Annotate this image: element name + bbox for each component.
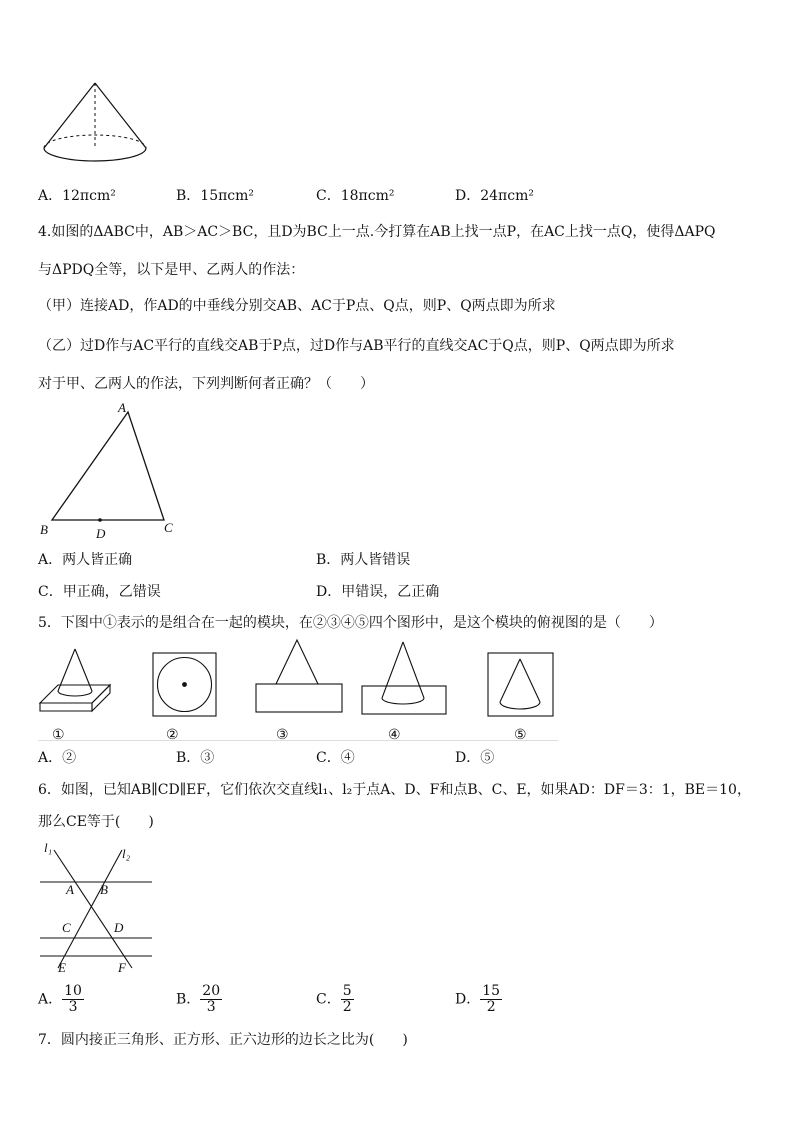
q6-stem-line2: 那么CE等于( )	[38, 814, 154, 830]
label-l1: l₁	[44, 840, 53, 855]
label-f: F	[118, 960, 126, 975]
q5-option-c: C．④	[316, 750, 355, 766]
side-view-cone-rect	[360, 640, 448, 716]
q4-option-a: A．两人皆正确	[38, 552, 133, 568]
label-b: B	[100, 882, 108, 897]
fig-label-3: ③	[276, 727, 289, 743]
label-c: C	[62, 920, 71, 935]
q5-stem: 5．下图中①表示的是组合在一起的模块，在②③④⑤四个图形中，是这个模块的俯视图的是（ ）	[38, 615, 663, 631]
label-l2: l₂	[122, 846, 131, 861]
q4-option-c: C．甲正确，乙错误	[38, 584, 161, 600]
q4-stem-line2: 与ΔPDQ全等，以下是甲、乙两人的作法：	[38, 262, 305, 278]
label-d: D	[114, 920, 124, 935]
cone-figure	[38, 78, 153, 168]
q5-option-a: A．②	[38, 750, 77, 766]
q6-option-d: D． $\frac{15}{2}$	[455, 983, 501, 1015]
fig-label-1: ①	[52, 727, 65, 743]
label-a: A	[118, 400, 126, 415]
q4-method-a: （甲）连接AD，作AD的中垂线分别交AB、AC于P点、Q点，则P、Q两点即为所求	[38, 298, 556, 314]
q6-option-a: A． $\frac{10}{3}$	[38, 983, 82, 1015]
label-c: C	[164, 520, 173, 535]
q5-option-b: B．③	[176, 750, 215, 766]
module-3d-figure	[38, 645, 120, 717]
fig-label-5: ⑤	[514, 727, 527, 743]
q6-option-c: C． $\frac{5}{2}$	[316, 983, 352, 1015]
fig-label-2: ②	[166, 727, 179, 743]
q4-question: 对于甲、乙两人的作法，下列判断何者正确？（ ）	[38, 376, 374, 392]
q4-option-b: B．两人皆错误	[316, 552, 411, 568]
q5-option-d: D．⑤	[455, 750, 495, 766]
front-view-triangle-rect	[254, 638, 344, 716]
q4-option-d: D．甲错误，乙正确	[316, 584, 440, 600]
q4-stem-line1: 4.如图的ΔABC中，AB＞AC＞BC，且D为BC上一点.今打算在AB上找一点P，在AC上找一点Q，使得ΔAPQ	[38, 224, 716, 240]
label-b: B	[40, 522, 48, 537]
q6-stem-line1: 6．如图，已知AB∥CD∥EF，它们依次交直线l₁、l₂于点A、D、F和点B、C、E，如果AD：DF＝3：1，BE＝10，	[38, 782, 751, 798]
parallel-lines-figure	[38, 840, 158, 976]
q3-option-d: D．24πcm²	[455, 188, 534, 204]
q3-option-a: A．12πcm²	[38, 188, 116, 204]
q4-method-b: （乙）过D作与AC平行的直线交AB于P点，过D作与AB平行的直线交AC于Q点，则P、Q两点即为所求	[38, 338, 675, 354]
fig-label-4: ④	[388, 727, 401, 743]
label-e: E	[58, 960, 66, 975]
q6-option-b: B． $\frac{20}{3}$	[176, 983, 221, 1015]
top-view-circle-dot	[152, 652, 218, 718]
q3-option-c: C．18πcm²	[316, 188, 395, 204]
label-d: D	[96, 526, 106, 541]
q7-stem: 7．圆内接正三角形、正方形、正六边形的边长之比为( )	[38, 1032, 408, 1048]
view-cone-in-square	[487, 652, 555, 718]
q3-option-b: B．15πcm²	[176, 188, 255, 204]
figure-divider	[38, 740, 558, 742]
label-a: A	[66, 882, 74, 897]
triangle-abc-figure	[38, 400, 188, 540]
